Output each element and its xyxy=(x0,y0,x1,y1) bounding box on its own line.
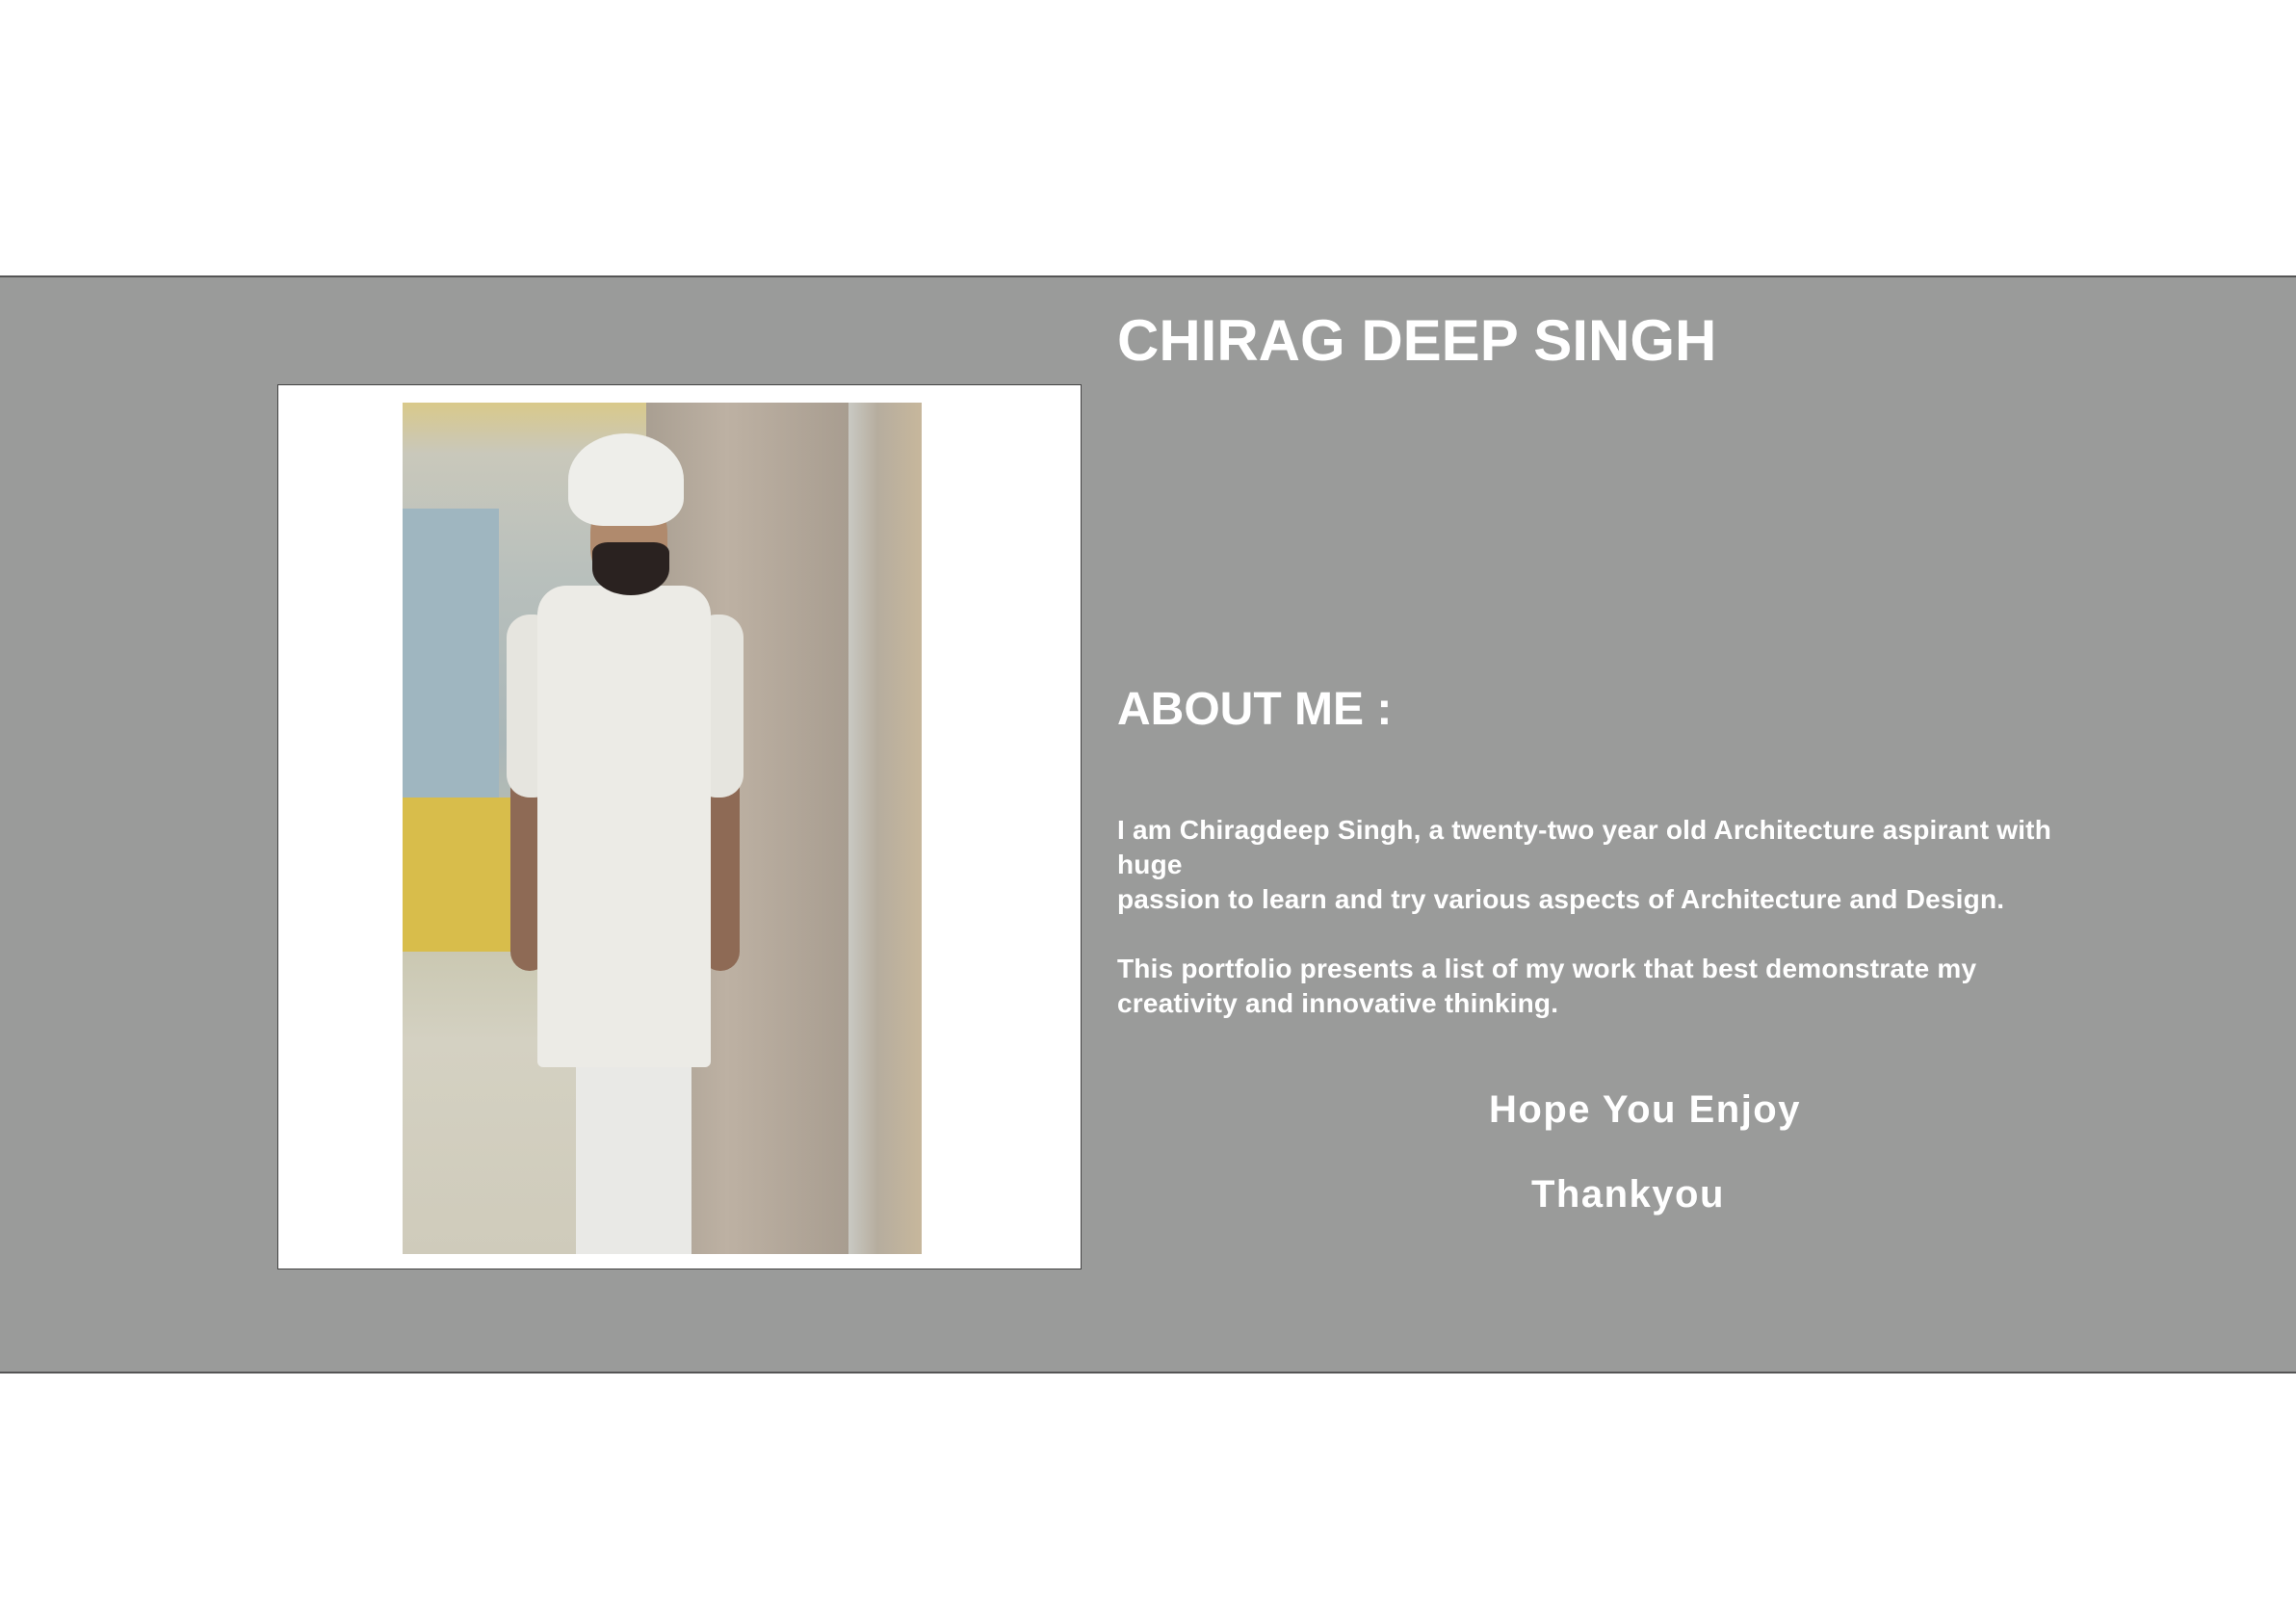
closing-thanks: Thankyou xyxy=(1531,1173,1725,1216)
closing-hope: Hope You Enjoy xyxy=(1489,1088,1801,1131)
about-line: passion to learn and try various aspects of Architecture and Design. xyxy=(1117,884,2005,914)
portfolio-line: creativity and innovative thinking. xyxy=(1117,988,1559,1018)
name-title: CHIRAG DEEP SINGH xyxy=(1117,308,1717,373)
about-line: huge xyxy=(1117,850,1183,879)
profile-photo xyxy=(403,403,922,1254)
about-text xyxy=(1117,813,2051,1021)
about-line: I am Chiragdeep Singh, a twenty-two year old Architecture aspirant with xyxy=(1117,815,2052,845)
portfolio-line: This portfolio presents a list of my work that best demonstrate my xyxy=(1117,954,1977,983)
about-heading: ABOUT ME : xyxy=(1117,684,1393,735)
